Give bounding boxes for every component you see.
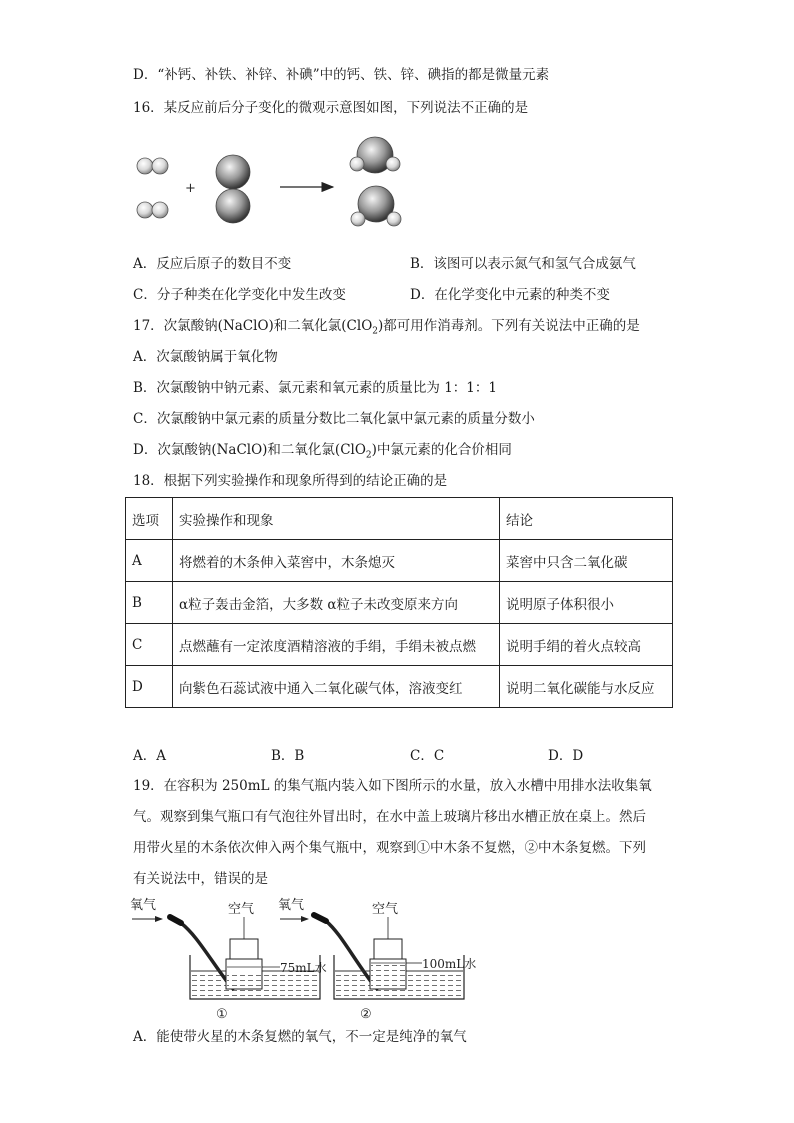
row-conclusion: 菜窖中只含二氧化碳 xyxy=(500,540,673,582)
q18-stem: 18．根据下列实验操作和现象所得到的结论正确的是 xyxy=(133,473,448,489)
q16-option-d: D．在化学变化中元素的种类不变 xyxy=(410,287,610,303)
q17-option-d: D．次氯酸钠(NaClO)和二氧化氯(ClO$_2$)中氯元素的化合价相同 xyxy=(133,442,512,461)
header-conclusion: 结论 xyxy=(500,498,673,540)
q16-option-c: C．分子种类在化学变化中发生改变 xyxy=(133,287,346,303)
row-option: C xyxy=(126,624,173,666)
q18-option-c: C．C xyxy=(410,748,445,764)
q18-option-b: B．B xyxy=(271,748,305,764)
table-row xyxy=(126,624,673,666)
q15-option-d: D．“补钙、补铁、补锌、补碘”中的钙、铁、锌、碘指的都是微量元素 xyxy=(133,67,550,83)
q19-option-a: A．能使带火星的木条复燃的氧气，不一定是纯净的氧气 xyxy=(133,1029,467,1045)
gas-collection-diagram xyxy=(128,893,488,1023)
q19-stem-line-1: 19．在容积为 250mL 的集气瓶内装入如下图所示的水量，放入水槽中用排水法收集氧 xyxy=(133,778,652,794)
table-row xyxy=(126,666,673,708)
table-row xyxy=(126,540,673,582)
q16-option-b: B．该图可以表示氮气和氢气合成氨气 xyxy=(410,256,636,272)
air-label-2: 空气 xyxy=(372,902,399,917)
header-option: 选项 xyxy=(126,498,173,540)
small-molecule-top xyxy=(137,158,168,174)
setup-marker-1: ① xyxy=(216,1007,228,1022)
q16-stem: 16．某反应前后分子变化的微观示意图如图，下列说法不正确的是 xyxy=(133,100,529,116)
plus-sign: + xyxy=(185,181,196,196)
row-operation: 向紫色石蕊试液中通入二氧化碳气体，溶液变红 xyxy=(173,666,500,708)
q16-option-a: A．反应后原子的数目不变 xyxy=(133,256,292,272)
small-molecule-bottom xyxy=(137,202,168,218)
q17-option-a: A．次氯酸钠属于氧化物 xyxy=(133,349,278,365)
product-molecule-top xyxy=(350,137,400,173)
oxygen-label-2: 氧气 xyxy=(278,898,305,913)
product-molecule-bottom xyxy=(351,186,401,226)
gas-bottle-2 xyxy=(370,939,406,989)
air-label-1: 空气 xyxy=(228,902,255,917)
experiment-table xyxy=(125,497,673,708)
q19-stem-line-2: 气。观察到集气瓶口有气泡往外冒出时，在水中盖上玻璃片移出水槽正放在桌上。然后 xyxy=(133,809,646,825)
q19-stem-line-3: 用带火星的木条依次伸入两个集气瓶中，观察到①中木条不复燃，②中木条复燃。下列 xyxy=(133,840,646,856)
q18-option-d: D．D xyxy=(548,748,584,764)
row-conclusion: 说明原子体积很小 xyxy=(500,582,673,624)
gas-bottle-1 xyxy=(226,939,262,989)
row-operation: α粒子轰击金箔，大多数 α粒子未改变原来方向 xyxy=(173,582,500,624)
row-conclusion: 说明手绢的着火点较高 xyxy=(500,624,673,666)
row-option: A xyxy=(126,540,173,582)
table-row xyxy=(126,582,673,624)
table-header-row xyxy=(126,498,673,540)
row-option: D xyxy=(126,666,173,708)
water-volume-label-1: 75mL水 xyxy=(280,961,327,975)
q17-stem: 17．次氯酸钠(NaClO)和二氧化氯(ClO$_2$)都可用作消毒剂。下列有关说法中正确的是 xyxy=(133,318,640,337)
row-option: B xyxy=(126,582,173,624)
q17-option-b: B．次氯酸钠中钠元素、氯元素和氧元素的质量比为 1：1：1 xyxy=(133,380,497,396)
header-operation: 实验操作和现象 xyxy=(173,498,500,540)
oxygen-label-1: 氧气 xyxy=(130,898,157,913)
setup-marker-2: ② xyxy=(360,1007,372,1022)
row-operation: 点燃蘸有一定浓度酒精溶液的手绢，手绢未被点燃 xyxy=(173,624,500,666)
q17-option-c: C．次氯酸钠中氯元素的质量分数比二氧化氯中氯元素的质量分数小 xyxy=(133,411,535,427)
q18-option-a: A．A xyxy=(133,748,166,764)
q16-molecule-diagram xyxy=(120,130,420,235)
water-volume-label-2: 100mL水 xyxy=(422,957,477,971)
row-conclusion: 说明二氧化碳能与水反应 xyxy=(500,666,673,708)
row-operation: 将燃着的木条伸入菜窖中，木条熄灭 xyxy=(173,540,500,582)
q19-stem-line-4: 有关说法中，错误的是 xyxy=(133,871,268,887)
large-molecule xyxy=(216,155,250,223)
